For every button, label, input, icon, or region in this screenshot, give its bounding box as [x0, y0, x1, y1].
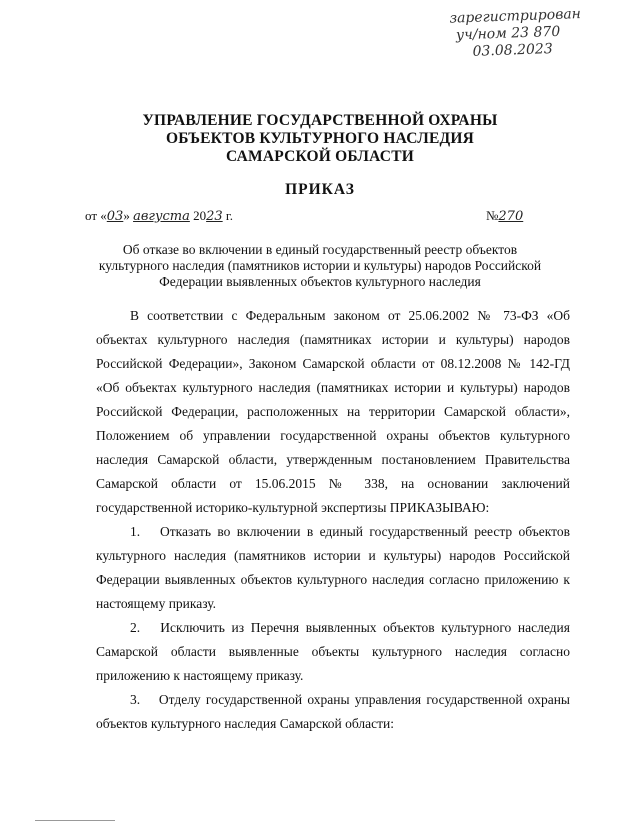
order-item-1: 1. Отказать во включении в единый государственный реестр объектов культурного наследия (памятников истории и культуры) народов Российской Федерации выявленных объектов культурного наследия согласно приложению к настоящему приказу.: [96, 524, 570, 611]
document-title: ПРИКАЗ: [285, 181, 355, 198]
order-subject: [80, 242, 560, 290]
authority-line-3: САМАРСКОЙ ОБЛАСТИ: [225, 148, 414, 165]
registration-stamp: [449, 5, 601, 61]
date-year-suffix: 23: [206, 209, 223, 224]
date-year-prefix: 20: [193, 208, 207, 223]
date-day: 03: [106, 209, 124, 224]
number-prefix: №: [486, 208, 499, 223]
order-number: [486, 208, 523, 224]
order-item-3: 3. Отделу государственной охраны управления государственной охраны объектов культурного наследия Самарской области:: [96, 692, 570, 731]
preamble-paragraph: В соответствии с Федеральным законом от 25.06.2002 № 73-ФЗ «Об объектах культурного наследия (памятниках истории и культуры) народов Российской Федерации», Законом Самарской области от 08.12.2008 № 142-ГД «Об объектах культурного наследия (памятниках истории и культуры) народов Российской Федерации, расположенных на территории Самарской области», Положением об управлении государственной охраны объектов культурного наследия Самарской области, утвержденным постановлением Правительства Самарской области от 15.06.2015 № 338, на основании заключений государственной историко-культурной экспертизы ПРИКАЗЫВАЮ:: [96, 308, 570, 515]
subject-line-3: Федерации выявленных объектов культурного наследия: [159, 274, 481, 289]
subject-line-1: Об отказе во включении в единый государственный реестр объектов: [122, 242, 518, 257]
stamp-line-2: уч/ном 23 870: [455, 23, 561, 44]
authority-line-1: УПРАВЛЕНИЕ ГОСУДАРСТВЕННОЙ ОХРАНЫ: [142, 112, 498, 129]
stamp-date: 03.08.2023: [472, 41, 554, 60]
date-prefix: от «: [85, 208, 107, 223]
subject-line-2: культурного наследия (памятников истории и культуры) народов Российской: [98, 258, 542, 273]
order-body: [96, 304, 570, 736]
date-sep: »: [123, 208, 130, 223]
stamp-line-1: зарегистрирован: [449, 6, 582, 27]
order-date: [85, 208, 233, 224]
order-item-2: 2. Исключить из Перечня выявленных объектов культурного наследия Самарской области выявленные объекты культурного наследия согласно приложению к настоящему приказу.: [96, 620, 570, 683]
authority-line-2: ОБЪЕКТОВ КУЛЬТУРНОГО НАСЛЕДИЯ: [165, 130, 475, 147]
footnote-divider: [35, 820, 115, 821]
date-suffix: г.: [225, 208, 234, 223]
number-value: 270: [498, 209, 524, 224]
issuing-authority: [0, 112, 640, 166]
date-month: августа: [133, 209, 190, 224]
